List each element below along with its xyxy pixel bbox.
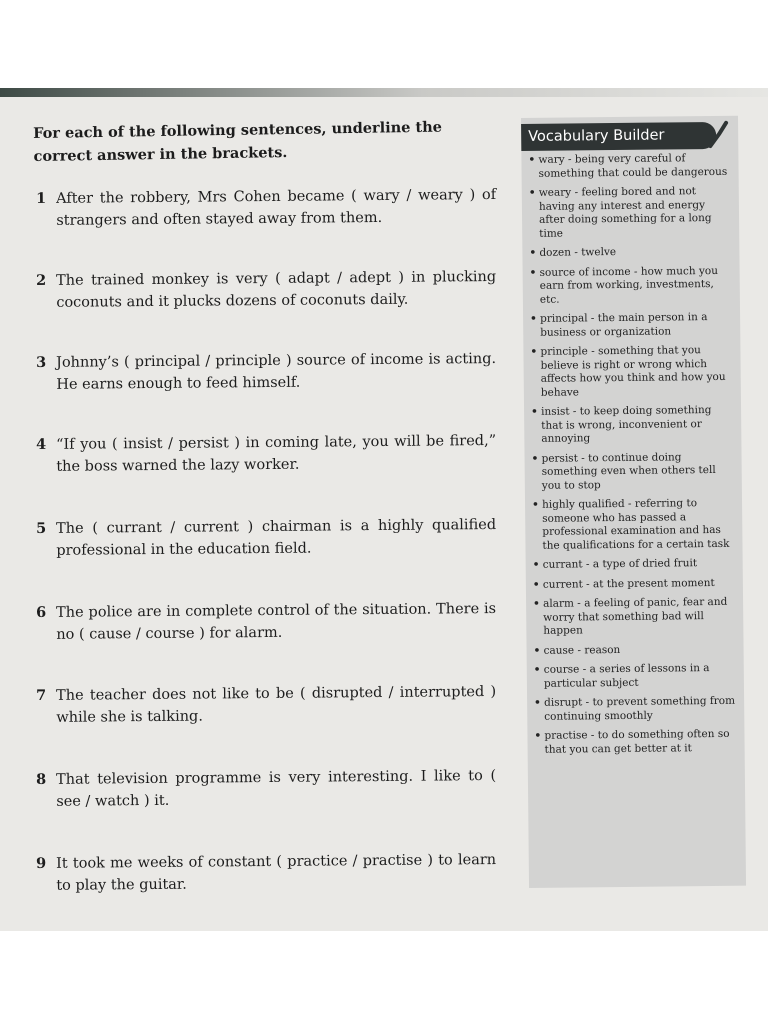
question-1 bbox=[36, 184, 496, 232]
question-number: 5 bbox=[36, 519, 47, 537]
vocab-entry: • practise - to do something often so that you can get better at it bbox=[533, 728, 737, 757]
question-number: 2 bbox=[36, 271, 47, 289]
question-number: 6 bbox=[36, 603, 47, 621]
vocab-entry: • alarm - a feeling of panic, fear and worry that something bad will happen bbox=[532, 596, 736, 639]
question-text: The teacher does not like to be ( disrupted / interrupted ) while she is talking. bbox=[56, 683, 497, 726]
question-5 bbox=[36, 514, 496, 562]
vocab-entry: • persist - to continue doing something even when others tell you to stop bbox=[531, 450, 735, 493]
vocab-entry: • wary - being very careful of something that could be dangerous bbox=[527, 152, 731, 181]
question-4 bbox=[36, 430, 496, 478]
question-text: Johnny’s ( principal / principle ) source of income is acting. He earns enough to feed himself. bbox=[56, 350, 497, 393]
question-6 bbox=[36, 598, 496, 646]
question-number: 9 bbox=[36, 854, 47, 872]
question-number: 7 bbox=[36, 686, 47, 704]
vocabulary-builder-panel bbox=[521, 116, 746, 888]
vocab-entry: • cause - reason bbox=[533, 642, 737, 658]
question-text: “If you ( insist / persist ) in coming late, you will be fired,” the boss warned the lazy worker. bbox=[56, 432, 497, 475]
vocab-entry: • dozen - twelve bbox=[528, 245, 732, 261]
vocabulary-list bbox=[527, 152, 737, 763]
exercise-instructions: For each of the following sentences, underline the correct answer in the brackets. bbox=[33, 118, 443, 165]
vocab-entry: • principle - something that you believe is right or wrong which affects how you think and how you behave bbox=[529, 344, 734, 400]
vocab-entry: • current - at the present moment bbox=[532, 576, 736, 592]
vocab-entry: • highly qualified - referring to someone who has passed a professional examination and has the qualifications for a certain task bbox=[531, 497, 736, 553]
question-text: After the robbery, Mrs Cohen became ( wary / weary ) of strangers and often stayed away from them. bbox=[56, 186, 497, 229]
vocabulary-builder-title: Vocabulary Builder bbox=[521, 122, 716, 151]
question-7 bbox=[36, 681, 496, 729]
page-edge-shadow bbox=[0, 88, 768, 97]
question-8 bbox=[36, 765, 496, 813]
vocab-entry: • course - a series of lessons in a particular subject bbox=[533, 662, 737, 691]
question-text: The police are in complete control of the situation. There is no ( cause / course ) for alarm. bbox=[56, 600, 497, 643]
vocab-entry: • weary - feeling bored and not having any interest and energy after doing something for a long time bbox=[528, 185, 733, 241]
question-text: The ( currant / current ) chairman is a highly qualified professional in the education field. bbox=[56, 516, 497, 559]
question-3 bbox=[36, 348, 496, 396]
question-9 bbox=[36, 849, 496, 897]
question-number: 4 bbox=[36, 435, 47, 453]
vocab-entry: • principal - the main person in a business or organization bbox=[529, 311, 733, 340]
vocab-entry: • insist - to keep doing something that is wrong, inconvenient or annoying bbox=[530, 404, 734, 447]
question-text: The trained monkey is very ( adapt / adept ) in plucking coconuts and it plucks dozens of coconuts daily. bbox=[56, 268, 497, 311]
question-number: 8 bbox=[36, 770, 47, 788]
pencil-stroke-icon bbox=[707, 120, 729, 150]
vocab-entry: • source of income - how much you earn from working, investments, etc. bbox=[529, 264, 733, 307]
question-2 bbox=[36, 266, 496, 314]
question-number: 1 bbox=[36, 189, 47, 207]
question-text: It took me weeks of constant ( practice / practise ) to learn to play the guitar. bbox=[56, 851, 497, 894]
question-text: That television programme is very interesting. I like to ( see / watch ) it. bbox=[56, 767, 497, 810]
vocab-entry: • currant - a type of dried fruit bbox=[532, 557, 736, 573]
vocab-entry: • disrupt - to prevent something from continuing smoothly bbox=[533, 695, 737, 724]
question-number: 3 bbox=[36, 353, 47, 371]
